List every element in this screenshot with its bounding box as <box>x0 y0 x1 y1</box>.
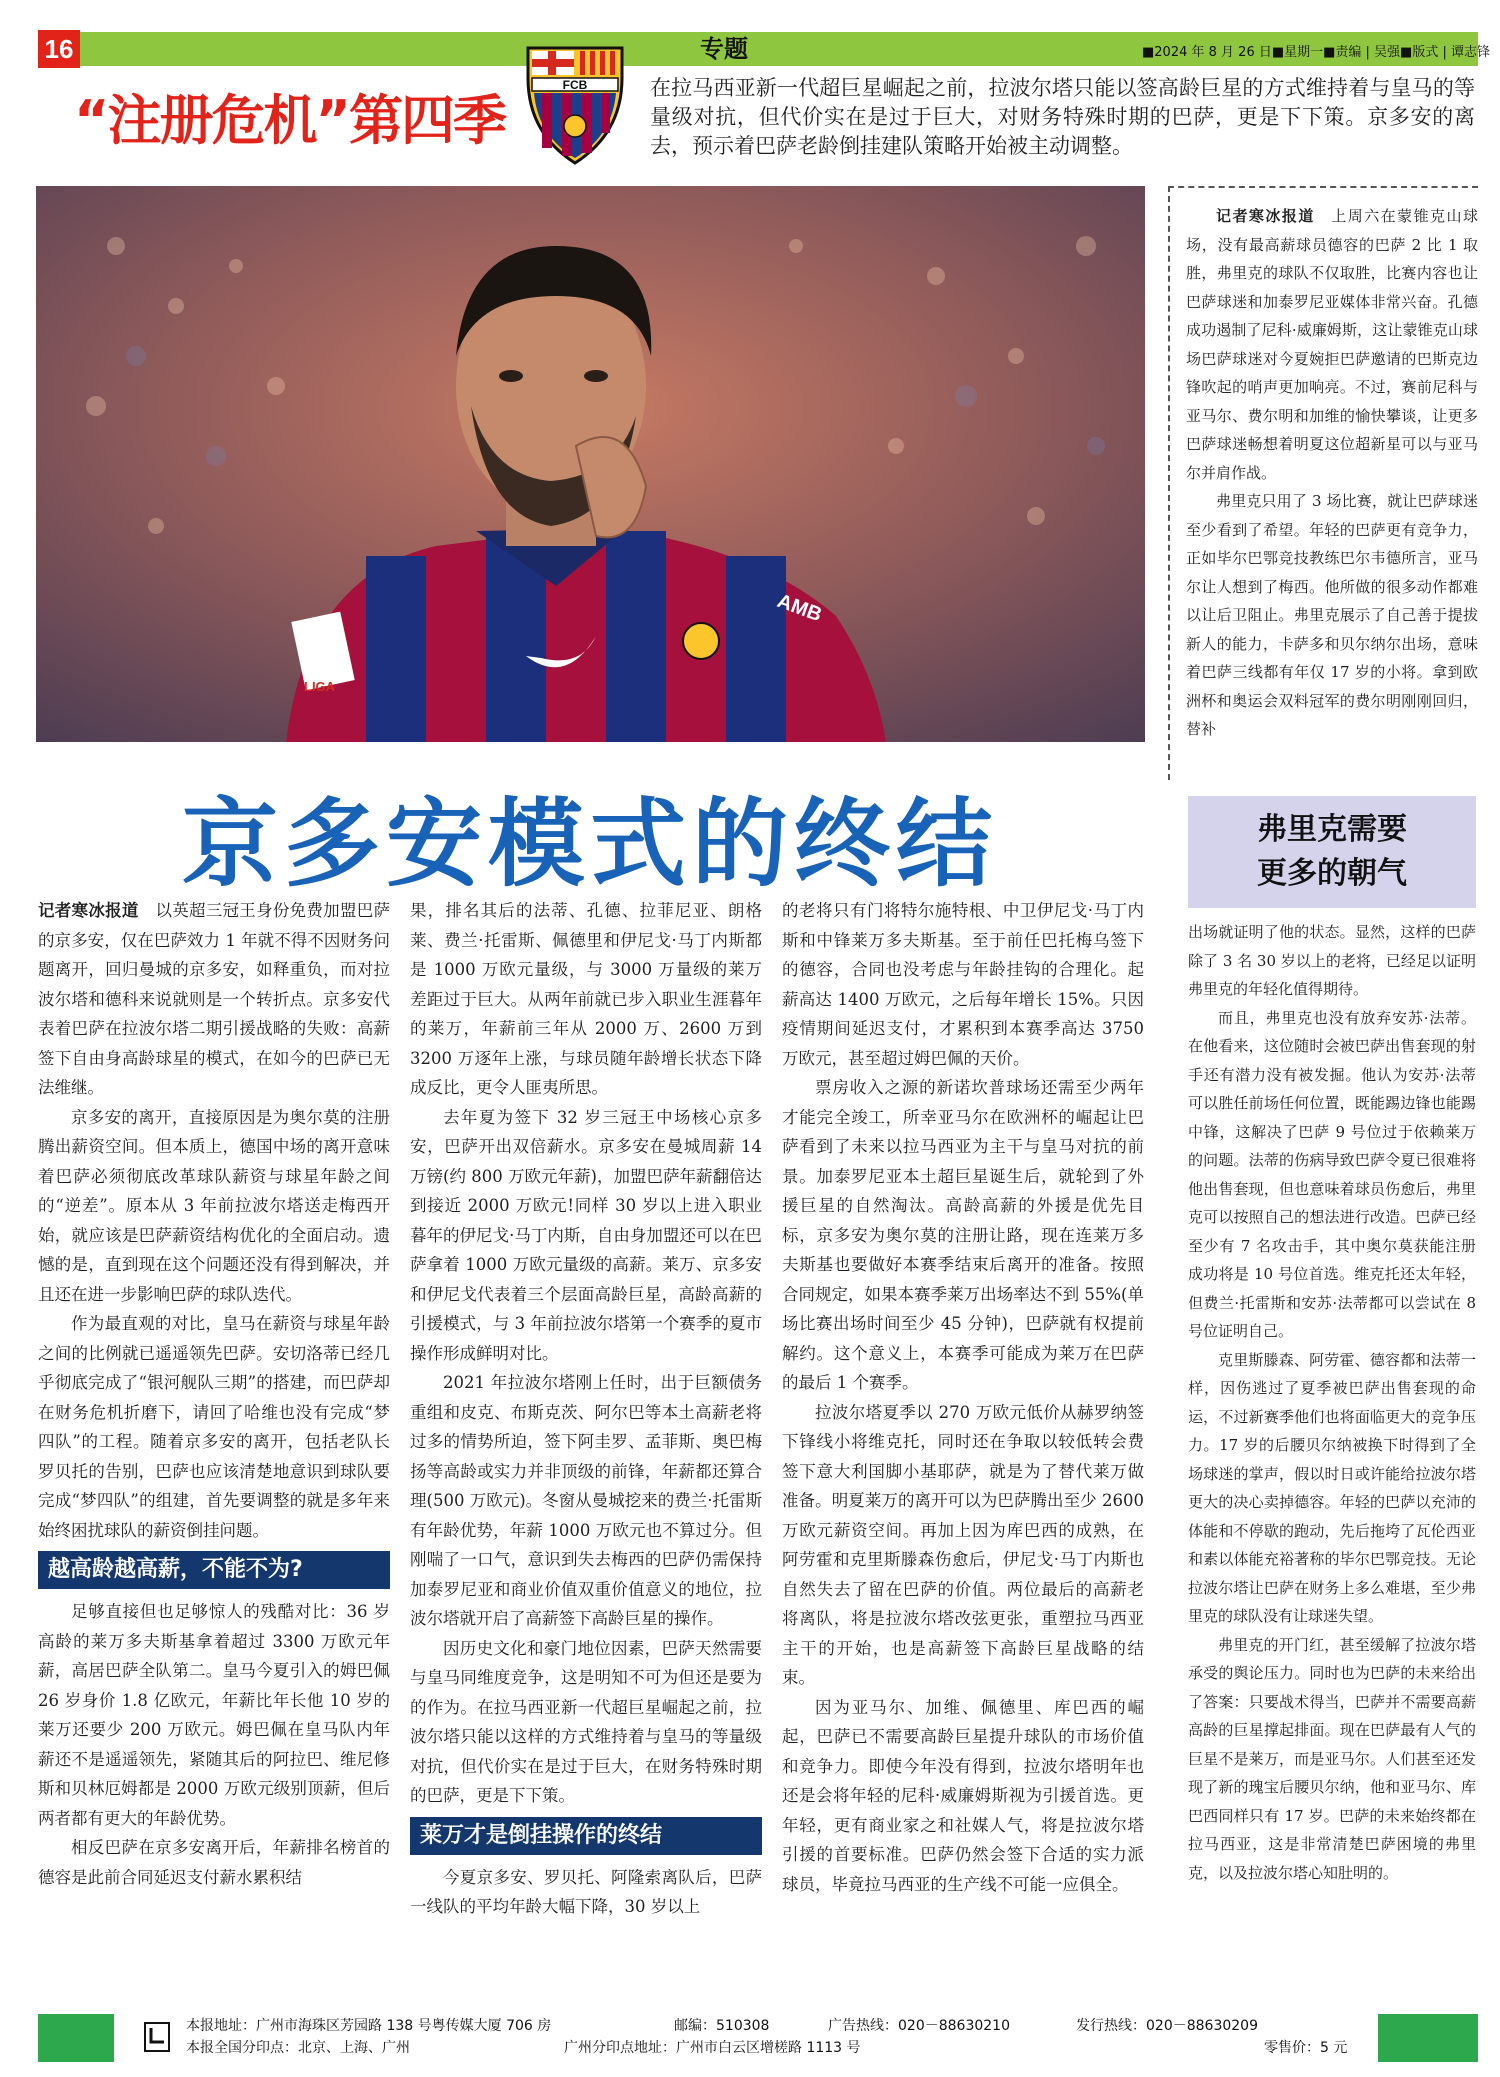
sleeve-text: LIGA <box>304 679 336 694</box>
paragraph: 因为亚马尔、加维、佩德里、库巴西的崛起，巴萨已不需要高龄巨星提升球队的市场价值和竞争力。即使今年没有得到，拉波尔塔明年也还是会将年轻的尼科·威廉姆斯视为引援首选。更年轻，更有商业家之和社媒人气，将是拉波尔塔引援的首要标准。巴萨仍然会签下合适的实力派球员，毕竟拉马西亚的生产线不可能一应俱全。 <box>782 1697 1144 1894</box>
paragraph: 而且，弗里克也没有放弃安苏·法蒂。在他看来，这位随时会被巴萨出售套现的射手还有潜力没有被发掘。他认为安苏·法蒂可以胜任前场任何位置，既能踢边锋也能踢中锋，这解决了巴萨 9 号位过于依赖莱万的问题。法蒂的伤病导致巴萨令夏已很难将他出售套现，但也意味着球员伤愈后，弗里克可以按照自己的想法进行改造。巴萨已经至少有 7 名攻击手，其中奥尔莫获能注册成功将是 10 号位首选。维克托还太年轻，但费兰·托雷斯和安苏·法蒂都可以尝试在 8 号位证明自己。 <box>1188 1008 1476 1340</box>
subheading-1: 越高龄越高薪，不能不为? <box>38 1551 390 1589</box>
sidebar-byline: 记者寒冰报道 <box>1216 207 1315 225</box>
paragraph: 弗里克的开门红，甚至缓解了拉波尔塔承受的舆论压力。同时也为巴萨的未来给出了答案：只要战术得当，巴萨并不需要高薪高龄的巨星撑起排面。现在巴萨最有人气的巨星不是莱万，而是亚马尔。人们甚至还发现了新的瑰宝后腰贝尔纳，他和亚马尔、库巴西同样只有 17 岁。巴萨的未来始终都在拉马西亚，这是非常清楚巴萨困境的弗里克，以及拉波尔塔心知肚明的。 <box>1188 1635 1476 1882</box>
sidebar-heading-line-1: 弗里克需要 <box>1257 812 1407 847</box>
paragraph: 弗里克只用了 3 场比赛，就让巴萨球迷至少看到了希望。年轻的巴萨更有竞争力，正如毕尔巴鄂竞技教练巴尔韦德所言，亚马尔让人想到了梅西。他所做的很多动作都难以让后卫阻止。弗里克展示了自己善于提拔新人的能力，卡萨多和贝尔纳尔出场，意味着巴萨三线都有年仅 17 岁的小将。拿到欧洲杯和奥运会双料冠军的费尔明刚刚回归，替补 <box>1186 492 1478 738</box>
paragraph: 的老将只有门将特尔施特根、中卫伊尼戈·马丁内斯和中锋莱万多夫斯基。至于前任巴托梅乌签下的德容，合同也没考虑与年龄挂钩的合理化。起薪高达 1400 万欧元，之后每年增长 15%。只因疫情期间延迟支付，才累积到本赛季高达 3750 万欧元，甚至超过姆巴佩的天价。 <box>782 901 1144 1068</box>
paragraph: 出场就证明了他的状态。显然，这样的巴萨除了 3 名 30 岁以上的老将，已经足以证明弗里克的年轻化值得期待。 <box>1188 923 1476 998</box>
main-column-1 <box>38 896 390 1892</box>
crest-text: FCB <box>562 78 588 92</box>
footer-price: 零售价：5 元 <box>1264 2040 1348 2056</box>
paragraph: 克里斯滕森、阿劳霍、德容都和法蒂一样，因伤逃过了夏季被巴萨出售套现的命运，不过新赛季他们也将面临更大的竞争压力。17 岁的后腰贝尔纳被换下时得到了全场球迷的掌声，假以时日或许能给拉波尔塔更大的决心卖掉德容。年轻的巴萨以充沛的体能和不停歇的跑动，先后拖垮了瓦伦西亚和素以体能充裕著称的毕尔巴鄂竞技。无论拉波尔塔让巴萨在财务上多么难堪，至少弗里克的球队没有让球迷失望。 <box>1188 1350 1476 1625</box>
paragraph: 拉波尔塔夏季以 270 万欧元低价从赫罗纳签下锋线小将维克托，同时还在争取以较低转会费签下意大利国脚小基耶萨，就是为了替代莱万做准备。明夏莱万的离开可以为巴萨腾出至少 2600 万欧元薪资空间。再加上因为库巴西的成熟，在阿劳霍和克里斯滕森伤愈后，伊尼戈·马丁内斯也自然失去了留在巴萨的价值。两位最后的高薪老将离队，将是拉波尔塔改弦更张，重塑拉马西亚主干的开始，也是高薪签下高龄巨星战略的结束。 <box>782 1402 1144 1687</box>
page-number: 16 <box>38 30 80 68</box>
paragraph: 今夏京多安、罗贝托、阿隆索离队后，巴萨一线队的平均年龄大幅下降，30 岁以上 <box>410 1867 762 1916</box>
footer-postcode: 邮编：510308 <box>674 2018 770 2034</box>
kicker-title: “注册危机”第四季 <box>74 89 505 152</box>
player-photo <box>36 186 1145 742</box>
paragraph: 作为最直观的对比，皇马在薪资与球星年龄之间的比例就已遥遥领先巴萨。安切洛蒂已经几乎彻底完成了“银河舰队三期”的搭建，而巴萨却在财务危机折磨下，请回了哈维也没有完成“梦四队”的工程。随着京多安的离开，包括老队长罗贝托的告别，巴萨也应该清楚地意识到球队要完成“梦四队”的组建，首先要调整的就是多年来始终困扰球队的薪资倒挂问题。 <box>38 1314 390 1540</box>
section-title: 专题 <box>700 35 748 63</box>
paragraph: 上周六在蒙锥克山球场，没有最高薪球员德容的巴萨 2 比 1 取胜，弗里克的球队不仅取胜，比赛内容也让巴萨球迷和加泰罗尼亚媒体非常兴奋。孔德成功遏制了尼科·威廉姆斯，这让蒙锥克山球场巴萨球迷对今夏婉拒巴萨邀请的巴斯克边锋吹起的哨声更加响亮。不过，赛前尼科与亚马尔、费尔明和加维的愉快攀谈，让更多巴萨球迷畅想着明夏这位超新星可以与亚马尔并肩作战。 <box>1186 207 1478 482</box>
sidebar-column-bottom <box>1188 918 1476 1887</box>
footer-bar-left <box>38 2014 114 2062</box>
paragraph: 果，排名其后的法蒂、孔德、拉菲尼亚、朗格莱、费兰·托雷斯、佩德里和伊尼戈·马丁内斯都是 1000 万欧元量级，与 3000 万量级的莱万差距过于巨大。从两年前就已步入职业生涯暮年的莱万，年薪前三年从 2000 万、2600 万到 3200 万逐年上涨，与球员随年龄增长状态下降成反比，更令人匪夷所思。 <box>410 901 762 1097</box>
footer-bar-right <box>1378 2014 1478 2062</box>
paragraph: 以英超三冠王身份免费加盟巴萨的京多安，仅在巴萨效力 1 年就不得不因财务问题离开，回归曼城的京多安，如释重负，而对拉波尔塔和德科来说就则是一个转折点。京多安代表着巴萨在拉波尔塔二期引援战略的失败：高薪签下自由身高龄球星的模式，在如今的巴萨已无法维继。 <box>38 901 391 1097</box>
main-column-3 <box>782 896 1144 1899</box>
jersey-sponsor-text: AMB <box>774 590 825 627</box>
phone-icon <box>144 2022 170 2052</box>
subheading-2: 莱万才是倒挂操作的终结 <box>410 1817 762 1855</box>
paragraph: 2021 年拉波尔塔刚上任时，出于巨额债务重组和皮克、布斯克茨、阿尔巴等本土高薪老将过多的情势所迫，签下阿圭罗、孟菲斯、奥巴梅扬等高龄或实力并非顶级的前锋，年薪都还算合理(500 万欧元)。冬窗从曼城挖来的费兰·托雷斯有年龄优势，年薪 1000 万欧元也不算过分。但刚喘了一口气，意识到失去梅西的巴萨仍需保持加泰罗尼亚和商业价值双重价值意义的地位，拉波尔塔就开启了高薪签下高龄巨星的操作。 <box>410 1373 762 1628</box>
sidebar-heading-line-2: 更多的朝气 <box>1257 856 1407 891</box>
paragraph: 去年夏为签下 32 岁三冠王中场核心京多安，巴萨开出双倍薪水。京多安在曼城周薪 14 万镑(约 800 万欧元年薪)，加盟巴萨年薪翻倍达到接近 2000 万欧元!同样 30 岁以上进入职业暮年的伊尼戈·马丁内斯，自由身加盟还可以在巴萨拿着 1000 万欧元量级的高薪。莱万、京多安和伊尼戈代表着三个层面高龄巨星，高龄高薪的引援模式，与 3 年前拉波尔塔第一个赛季的夏市操作形成鲜明对比。 <box>410 1107 762 1363</box>
footer-address: 本报地址：广州市海珠区芳园路 138 号粤传媒大厦 706 房 <box>186 2018 552 2034</box>
byline: 记者寒冰报道 <box>38 901 139 920</box>
main-column-2 <box>410 896 762 1922</box>
sidebar-box <box>1168 186 1478 780</box>
footer-info <box>114 2012 1378 2064</box>
paragraph: 票房收入之源的新诺坎普球场还需至少两年才能完全竣工，所幸亚马尔在欧洲杯的崛起让巴萨看到了未来以拉马西亚为主干与皇马对抗的前景。加泰罗尼亚本土超巨星诞生后，就轮到了外援巨星的自然淘汰。高龄高薪的外援是优先目标，京多安为奥尔莫的注册让路，现在连莱万多夫斯基也要做好本赛季结束后离开的准备。按照合同规定，如果本赛季莱万出场率达不到 55%(单场比赛出场时间至少 45 分钟)，巴萨就有权提前解约。这个意义上，本赛季可能成为莱万在巴萨的最后 1 个赛季。 <box>782 1078 1144 1392</box>
footer-dist-hotline: 发行热线：020－88630209 <box>1076 2018 1258 2034</box>
fcb-crest-logo <box>520 38 630 168</box>
paragraph: 相反巴萨在京多安离开后，年薪排名榜首的德容是此前合同延迟支付薪水累积结 <box>38 1838 390 1887</box>
sidebar-heading <box>1188 796 1476 908</box>
footer-ad-hotline: 广告热线：020－88630210 <box>828 2018 1010 2034</box>
paragraph: 京多安的离开，直接原因是为奥尔莫的注册腾出薪资空间。但本质上，德国中场的离开意味着巴萨必须彻底改革球队薪资与球星年龄之间的“逆差”。原本从 3 年前拉波尔塔送走梅西开始，就应该是巴萨薪资结构优化的全面启动。遗憾的是，直到现在这个问题还没有得到解决，并且还在进一步影响巴萨的球队迭代。 <box>38 1107 390 1304</box>
lede-paragraph: 在拉马西亚新一代超巨星崛起之前，拉波尔塔只能以签高龄巨星的方式维持着与皇马的等量级对抗，但代价实在是过于巨大，对财务特殊时期的巴萨，更是下下策。京多安的离去，预示着巴萨老龄倒挂建队策略开始被主动调整。 <box>650 76 1475 158</box>
paragraph: 因历史文化和豪门地位因素，巴萨天然需要与皇马同维度竞争，这是明知不可为但还是要为的作为。在拉马西亚新一代超巨星崛起之前，拉波尔塔只能以这样的方式维持着与皇马的等量级对抗，但代价实在是过于巨大，在财务特殊时期的巴萨，更是下下策。 <box>410 1638 762 1805</box>
dateline: ■2024 年 8 月 26 日■星期一■责编 | 吴强■版式 | 谭志锋 <box>1142 45 1490 60</box>
footer-print-sites: 本报全国分印点：北京、上海、广州 <box>186 2040 410 2056</box>
paragraph: 足够直接但也足够惊人的残酷对比：36 岁高龄的莱万多夫斯基拿着超过 3300 万欧元年薪，高居巴萨全队第二。皇马今夏引入的姆巴佩 26 岁身价 1.8 亿欧元，年薪比年长他 10 岁的莱万还要少 200 万欧元。姆巴佩在皇马队内年薪还不是遥遥领先，紧随其后的阿拉巴、维尼修斯和贝林厄姆都是 2000 万欧元级别顶薪，但后两者都有更大的年龄优势。 <box>38 1602 390 1828</box>
headline: 京多安模式的终结 <box>182 787 998 900</box>
footer-gz-print: 广州分印点地址：广州市白云区增槎路 1113 号 <box>564 2040 861 2056</box>
